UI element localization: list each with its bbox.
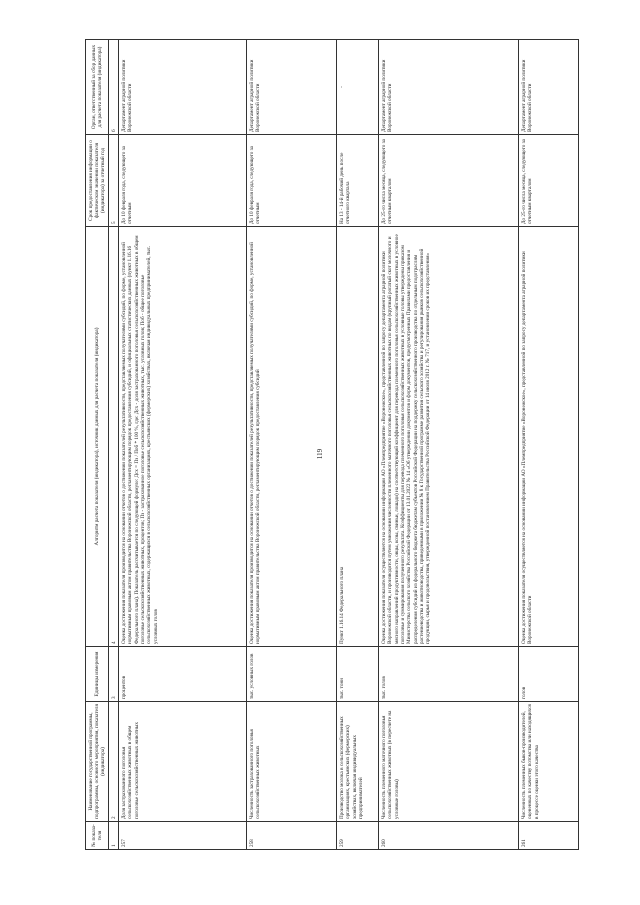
- column-number: 4: [109, 227, 119, 647]
- column-number: 3: [109, 647, 119, 702]
- column-number: 6: [109, 40, 119, 135]
- table-header-row: [86, 40, 109, 850]
- indicator-deadline: На 13 - 14-й рабочий день после отчетного квартала: [337, 135, 379, 227]
- header-responsible: Орган, ответственный за сбор данных для расчета показателя (индикатора): [86, 40, 109, 135]
- indicator-number: 261: [519, 822, 579, 850]
- indicator-number: 258: [247, 822, 337, 850]
- indicator-unit: тыс. условных голов: [247, 647, 337, 702]
- indicator-deadline: До 25-го числа месяца, следующего за отчетным кварталом: [379, 135, 519, 227]
- indicator-algorithm: Пункт 1.16.14 Федерального плана: [337, 227, 379, 647]
- table-row: [519, 40, 579, 850]
- header-algorithm: Алгоритм расчета показателя (индикатора), источник данных для расчета показателя (индикатора): [86, 227, 109, 647]
- indicator-name: Доля застрахованного поголовья сельскохозяйственных животных в общем поголовье сельскохозяйственных животных: [119, 702, 247, 822]
- header-deadline: Срок предоставления информации о фактическом значении показателя (индикатора) за отчетный год: [86, 135, 109, 227]
- indicator-deadline: До 10 февраля года, следующего за отчетным: [247, 135, 337, 227]
- table-row: [247, 40, 337, 850]
- indicator-name: Численность племенных быков-производителей, оцененных по качеству потомства или находящихся в процессе оценки этого качества: [519, 702, 579, 822]
- indicator-algorithm: Оценка достижения показателя производится на основании отчетов о достижении показателей результативности, представляемых получателями субсидий, по форме, установленной нормативным правовым актом правительства Воронежской области, регламентирующим порядок предоставления субсидий, и официальных статистических данных (пункт 1.16.16 Федерального плана). Показатель рассчитывается по следующей формуле: Дсх = Пз / Поб * 100 %, где: Дсх - доля застрахованного поголовья сельскохозяйственных животных в общем поголовье сельскохозяйственных животных, процентов; Пз - застрахованное поголовье сельскохозяйственных животных, тыс. условных голов; Поб - общее поголовье сельскохозяйственных животных, содержащихся в сельскохозяйственных организациях, крестьянских (фермерских) хозяйствах, включая индивидуальных предпринимателей, тыс. условных голов: [119, 227, 247, 647]
- indicator-number: 259: [337, 822, 379, 850]
- indicator-deadline: До 25-го числа месяца, следующего за отчетным кварталом: [519, 135, 579, 227]
- indicator-name: Численность племенного маточного поголовья сельскохозяйственных животных (в пересчете на условные головы): [379, 702, 519, 822]
- indicator-algorithm: Оценка достижения показателя осуществляется на основании информации АО «Племпредприятие «Воронежское», представленной по запросу департамента аграрной политики Воронежской области: [519, 227, 579, 647]
- table-row: [119, 40, 247, 850]
- header-indicator-name: Наименование государственной программы, подпрограммы, основного мероприятия, показателя (индикатора): [86, 702, 109, 822]
- indicator-unit: голов: [519, 647, 579, 702]
- header-unit: Единицы измерения: [86, 647, 109, 702]
- indicator-number: 257: [119, 822, 247, 850]
- column-number: 5: [109, 135, 119, 227]
- indicator-responsible: -: [337, 40, 379, 135]
- column-number: 1: [109, 822, 119, 850]
- column-number-row: [109, 40, 119, 850]
- indicators-table: [85, 39, 579, 850]
- indicator-responsible: Департамент аграрной политики Воронежской области: [119, 40, 247, 135]
- table-row: [337, 40, 379, 850]
- page-number: 119: [316, 448, 324, 460]
- indicator-responsible: Департамент аграрной политики Воронежской области: [247, 40, 337, 135]
- table-row: [379, 40, 519, 850]
- indicator-algorithm: Оценка достижения показателя осуществляется на основании информации АО «Племпредприятие «Воронежское», представленной по запросу департамента аграрной политики Воронежской области, и производится путем умножения численности племенного маточного поголовья сельскохозяйственных животных по видам (крупный рогатый скот молочного и мясного направлений продуктивности, овцы, козы, свиньи, лошади) на соответствующий коэффициент для перевода племенного поголовья сельскохозяйственных животных в условное поголовье и суммирования полученного результата. Коэффициенты для перевода племенного поголовья сельскохозяйственных животных в условные головы утверждены приказом Министерства сельского хозяйства Российской Федерации от 13.01.2022 № 14 «Об утверждении документов и форм документов, предусмотренных Правилами предоставления и распределения субсидий из федерального бюджета бюджетам субъектов Российской Федерации на поддержку сельскохозяйственного производства по отдельным подотраслям растениеводства и животноводства, приведенными в приложении № 8 к Государственной программе развития сельского хозяйства и регулирования рынков сельскохозяйственной продукции, сырья и продовольствия, утвержденной постановлением Правительства Российской Федерации от 14 июля 2012 г. № 717, и установлении сроков их представления»: [379, 227, 519, 647]
- indicator-algorithm: Оценка достижения показателя производится на основании отчетов о достижении показателей результативности, представляемых получателями субсидий, по форме, установленной нормативным правовым актом правительства Воронежской области, регламентирующим порядок предоставления субсидий: [247, 227, 337, 647]
- indicator-name: Численность застрахованного поголовья сельскохозяйственных животных: [247, 702, 337, 822]
- indicator-unit: тыс. голов: [379, 647, 519, 702]
- indicator-responsible: Департамент аграрной политики Воронежской области: [519, 40, 579, 135]
- rotated-page-content: [85, 40, 605, 850]
- column-number: 2: [109, 702, 119, 822]
- indicator-name: Производство молока в сельскохозяйственных организациях, крестьянских (фермерских) хозяйствах, включая индивидуальных предпринимателей: [337, 702, 379, 822]
- indicator-unit: тыс. тонн: [337, 647, 379, 702]
- indicator-unit: процентов: [119, 647, 247, 702]
- indicator-deadline: До 10 февраля года, следующего за отчетным: [119, 135, 247, 227]
- indicator-responsible: Департамент аграрной политики Воронежской области: [379, 40, 519, 135]
- header-indicator-number: № показа-теля: [86, 822, 109, 850]
- indicator-number: 260: [379, 822, 519, 850]
